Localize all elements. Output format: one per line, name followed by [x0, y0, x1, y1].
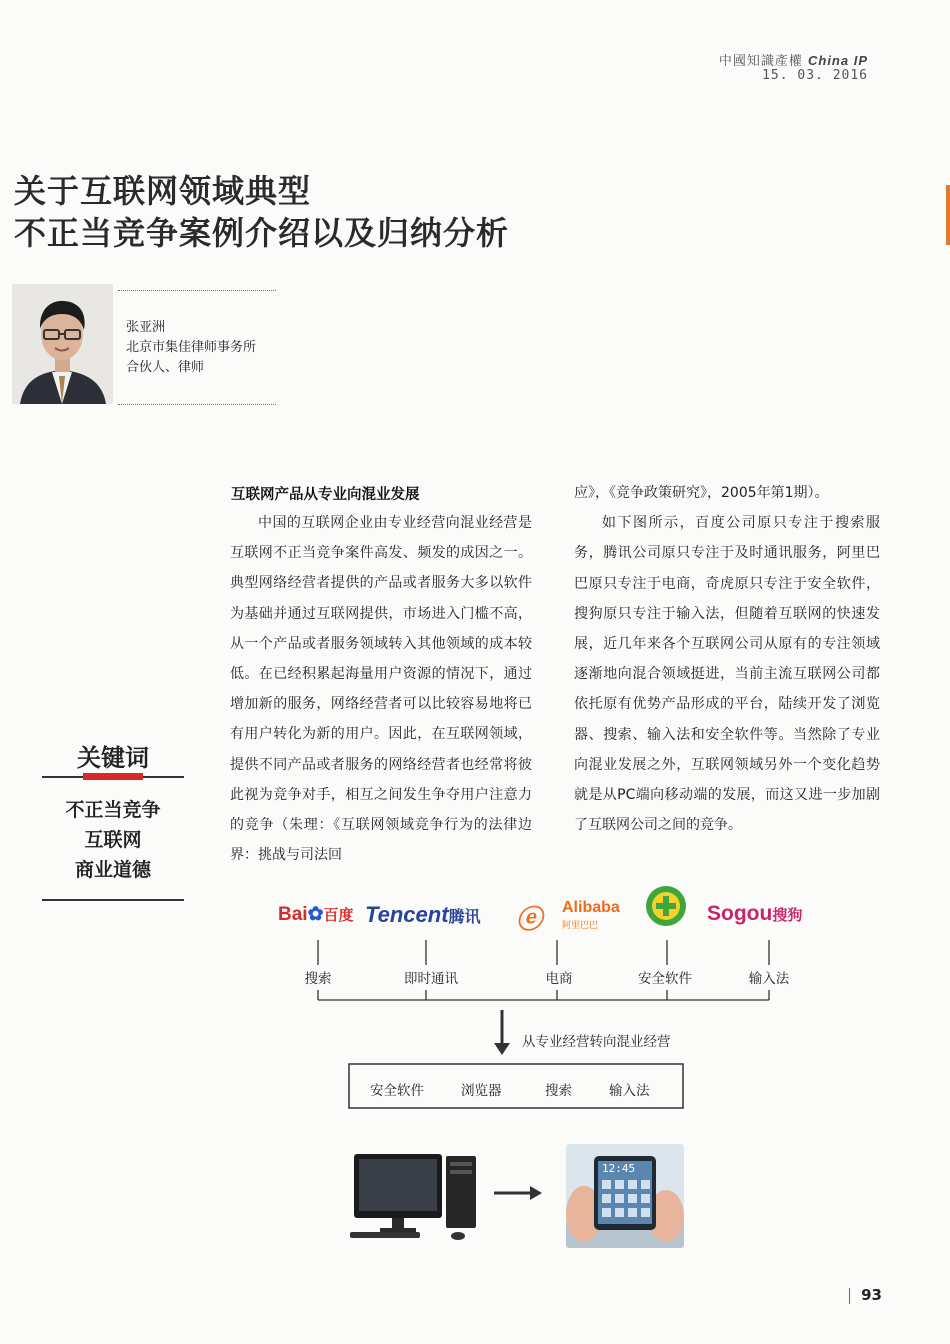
- box-item: 搜索: [545, 1083, 572, 1099]
- box-item: 浏览器: [461, 1083, 502, 1099]
- category-label: 电商: [545, 971, 573, 987]
- sogou-logo: [707, 902, 802, 926]
- category-label: 输入法: [748, 971, 790, 987]
- alibaba-logo-cn: 阿里巴巴: [562, 921, 599, 931]
- author-role: 合伙人、律师: [126, 360, 205, 375]
- keyword-item: 商业道德: [74, 859, 151, 881]
- sogou-logo-latin: Sogou: [707, 902, 773, 925]
- author-firm: 北京市集佳律师事务所: [126, 340, 257, 355]
- body-column-left: 中国的互联网企业由专业经营向混业经营是互联网不正当竞争案件高发、频发的成因之一。典型网络经营者提供的产品或者服务大多以软件为基础并通过互联网提供，市场进入门槛不高，从一个产品或者服务领域转入其他领域的成本较低。在已经积累起海量用户资源的情况下，通过增加新的服务，网络经营者可以比较容易地将已有用户转化为新的用户。因此，在互联网领域，提供不同产品或者服务的网络经营者也经常将彼此视为竞争对手，相互之间发生争夺用户注意力的竞争（朱理：《互联网领域竞争行为的法律边界：挑战与司法回: [230, 515, 532, 864]
- keyword-item: 不正当竞争: [65, 799, 161, 821]
- desktop-pc-icon: [350, 1148, 485, 1247]
- transition-label: 从专业经营转向混业经营: [522, 1034, 671, 1050]
- paw-icon: ✿: [307, 904, 324, 925]
- article-title-line2: 不正当竞争案例介绍以及归纳分析: [14, 214, 510, 252]
- box-item: 安全软件: [370, 1083, 424, 1099]
- author-name: 张亚洲: [126, 320, 166, 335]
- page-number: 93: [861, 1286, 882, 1304]
- issue-date: 15. 03. 2016: [762, 68, 868, 83]
- baidu-logo: [278, 903, 354, 926]
- alibaba-mark-icon: ⓔ: [516, 904, 543, 934]
- mobile-phone-image: [566, 1144, 684, 1248]
- masthead-cn: 中國知識產權: [718, 54, 803, 69]
- category-label: 搜索: [304, 971, 332, 987]
- page-number-divider: [849, 1288, 850, 1304]
- keywords-heading: 关键词: [77, 743, 149, 772]
- article-title-line1: 关于互联网领域典型: [14, 172, 312, 210]
- category-label: 安全软件: [638, 971, 692, 987]
- section-heading: 互联网产品从专业向混业发展: [231, 487, 420, 503]
- sogou-logo-cn: 搜狗: [772, 907, 803, 924]
- masthead-en: China IP: [807, 53, 868, 68]
- body-paragraph-continued: 应》，《竞争政策研究》，2005年第1期）。: [574, 485, 829, 501]
- box-item: 输入法: [609, 1083, 650, 1099]
- keyword-item: 互联网: [84, 829, 142, 851]
- alibaba-logo-latin: Alibaba: [562, 899, 620, 916]
- body-paragraph: 如下图所示，百度公司原只专注于搜索服务，腾讯公司原只专注于及时通讯服务，阿里巴巴原只专注于电商，奇虎原只专注于安全软件，搜狗原只专注于输入法，但随着互联网的快速发展，近几年来各个互联网公司从原有的专注领域逐渐地向混合领域挺进，当前主流互联网公司都依托原有优势产品形成的平台，陆续开发了浏览器、搜索、输入法和安全软件等。当然除了专业向混业发展之外，互联网领域另外一个变化趋势就是从PC端向移动端的发展，而这又进一步加剧了互联网公司之间的竞争。: [574, 515, 880, 834]
- baidu-logo-latin: Bai: [278, 904, 308, 925]
- tencent-logo-cn: 腾讯: [448, 909, 481, 926]
- qihoo-360-logo: [644, 884, 688, 932]
- tencent-logo-latin: Tencent: [365, 902, 449, 927]
- phone-clock: 12:45: [602, 1162, 636, 1175]
- tencent-logo: [365, 902, 481, 928]
- category-label: 即时通讯: [404, 971, 458, 987]
- baidu-logo-cn: 百度: [323, 907, 354, 924]
- alibaba-logo: [516, 899, 620, 936]
